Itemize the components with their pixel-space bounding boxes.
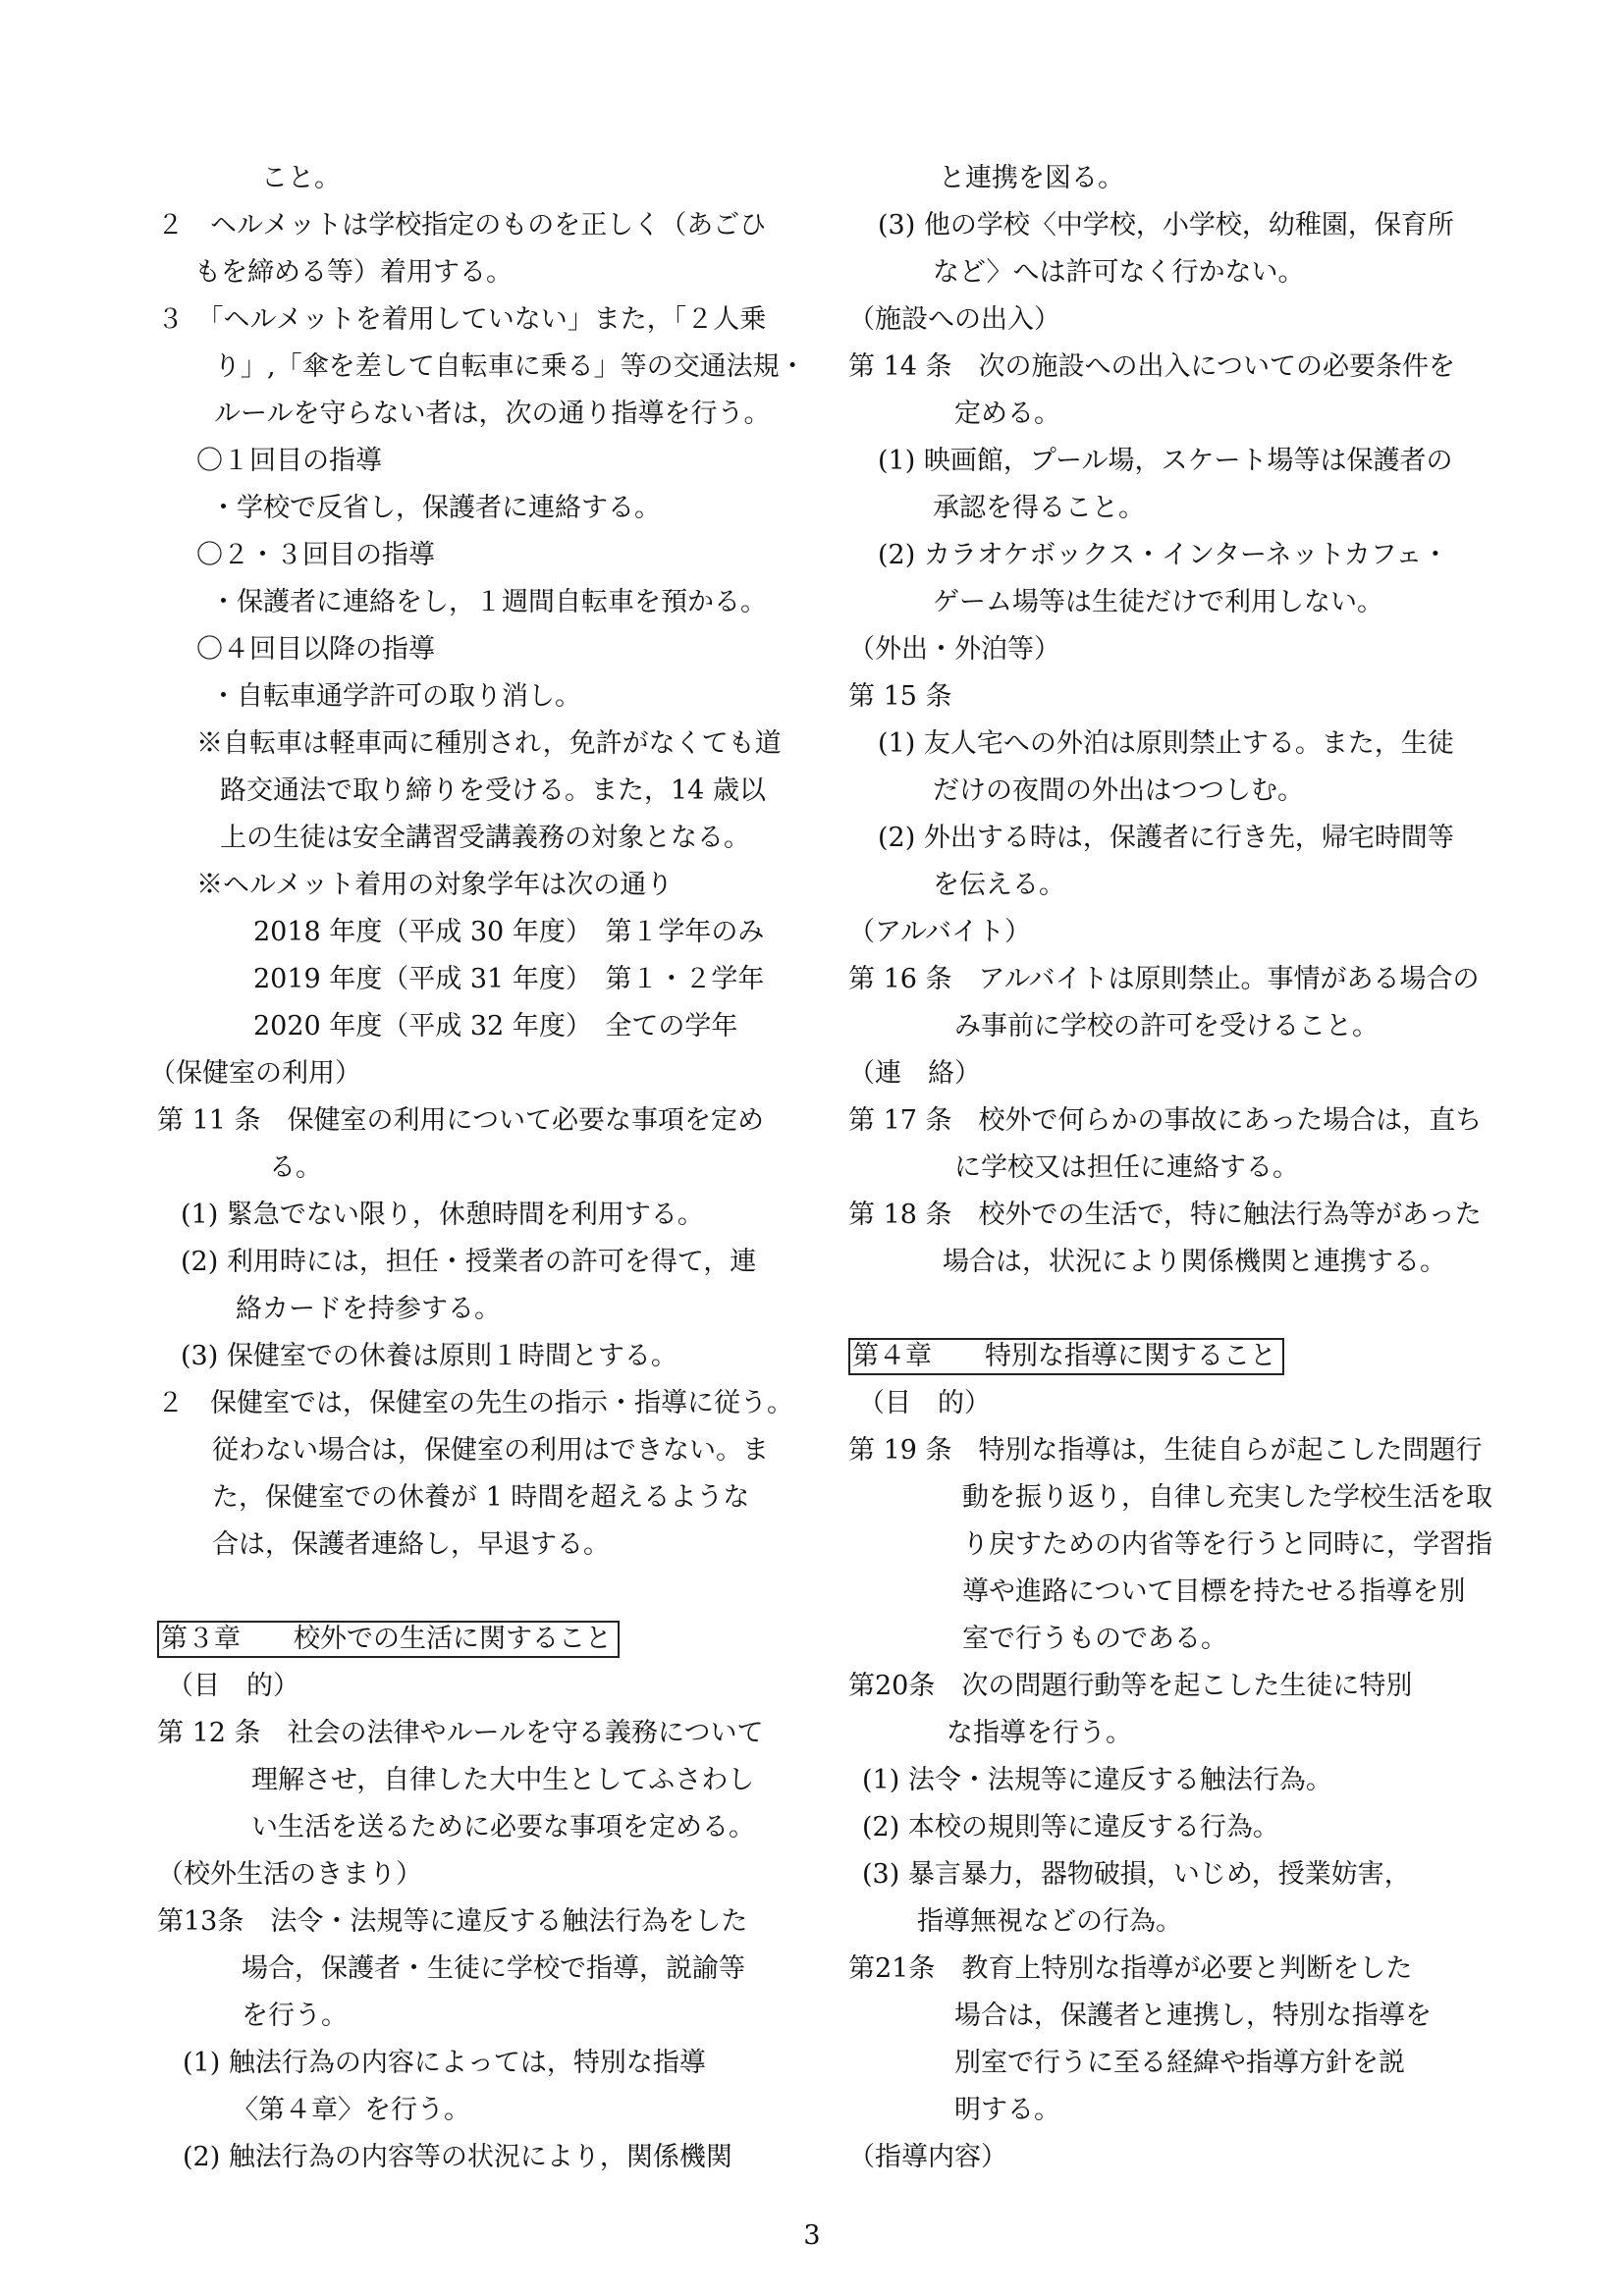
text-line [157,344,806,391]
text-line-content: 第 14 条 次の施設への出入についての必要条件を [848,351,1455,382]
text-line-content: 第 15 条 [848,681,952,712]
text-line-content: 第 17 条 校外で何らかの事故にあった場合は，直ち [848,1105,1483,1136]
text-line-content: （アルバイト） [848,917,1032,947]
text-line [157,1003,795,1050]
text-line-content: 合は，保護者連絡し，早退する。 [212,1529,610,1560]
text-line-content: 指導無視などの行為。 [917,1906,1182,1937]
text-line [157,673,795,721]
text-line [157,1522,795,1569]
text-line-content: (2) 本校の規則等に違反する行為。 [862,1812,1279,1842]
text-line [157,909,795,956]
text-line-content: ２ ヘルメットは学校指定のものを正しく（あごひ [157,210,767,240]
text-line-content: 場合は，状況により関係機関と連携する。 [943,1247,1446,1277]
text-line-content: (2) 外出する時は，保護者に行き先，帰宅時間等 [878,823,1454,853]
text-line [848,862,1487,909]
text-line-content: 第 18 条 校外での生活で，特に触法行為等があった [848,1200,1482,1230]
text-line-content: ・自転車通学許可の取り消し。 [210,681,581,712]
text-line [157,1145,795,1192]
text-line-content: (1) 映画館，プール場，スケート場等は保護者の [878,446,1453,476]
text-line-content: （目 的） [167,1671,299,1701]
text-line [157,532,795,579]
text-line-content: 従わない場合は，保健室の利用はできない。ま [212,1435,769,1466]
text-line-content: だけの夜間の外出はつつしむ。 [933,775,1304,806]
text-line-content: ３ 「ヘルメットを着用していない」また，「２人乗 [157,304,767,335]
text-line-content: 明する。 [954,2095,1060,2125]
text-line [848,1192,1487,1239]
text-line [157,1710,795,1757]
text-line-content: み事前に学校の許可を受けること。 [954,1011,1379,1041]
text-line [157,579,795,626]
text-line-content: 路交通法で取り締りを受ける。また，14 歳以 [220,775,766,806]
text-line [157,1851,795,1898]
text-line-content: 導や進路について目標を持たせる指導を別 [962,1576,1466,1607]
text-line-content: 第21条 教育上特別な指導が必要と判断をした [848,1953,1413,1984]
text-line [848,1145,1487,1192]
text-line-content: た，保健室での休養が 1 時間を超えるような [212,1482,750,1513]
text-line-content: る。 [269,1152,322,1183]
text-line-content: 場合は，保護者と連携し，特別な指導を [954,2001,1432,2031]
text-line-content: （保健室の利用） [149,1058,361,1089]
text-line [848,1804,1487,1851]
text-line [157,1474,795,1522]
text-line-content: （連 絡） [848,1058,981,1089]
text-line [157,1239,795,1286]
text-line-content: もを締める等）着用する。 [194,257,513,288]
text-line-content: 〈第４章〉を行う。 [232,2095,470,2125]
text-line [848,1710,1487,1757]
text-line [848,202,1487,249]
chapter-heading-text: 第４章 特別な指導に関すること [848,1338,1284,1375]
text-line-content: 絡カードを持参する。 [236,1294,501,1324]
text-line-content: (2) 触法行為の内容等の状況により，関係機関 [183,2142,732,2172]
blank-line [848,1286,1487,1333]
text-line-content: など〉へは許可なく行かない。 [933,257,1305,288]
text-line [848,579,1487,626]
text-line [157,1663,795,1710]
text-line-content: 理解させ，自律した大中生としてふさわし [251,1765,755,1795]
text-line-content: （校外生活のきまり） [157,1859,422,1890]
text-line [848,815,1487,862]
text-line [157,626,795,673]
text-line [848,1003,1487,1050]
text-line [157,815,795,862]
text-line-content: を伝える。 [933,870,1065,900]
text-line [848,485,1487,532]
chapter-heading [157,1616,795,1663]
text-line [848,1616,1487,1663]
text-line [157,721,795,768]
text-line [157,249,795,296]
page-number: 3 [803,2220,821,2251]
text-line-content: （目 的） [858,1388,991,1418]
text-line-content: 〇１回目の指導 [196,446,382,476]
text-line [848,909,1487,956]
text-line-content: 場合，保護者・生徒に学校で指導，説諭等 [242,1953,745,1984]
text-line [157,2134,795,2181]
text-line [848,1569,1487,1616]
text-line-content: 2018 年度（平成 30 年度） 第１学年のみ [253,917,765,947]
text-line [848,391,1487,438]
text-line [848,1522,1492,1569]
text-line-content: な指導を行う。 [947,1718,1132,1748]
text-line [848,2134,1487,2181]
right-column [848,155,1492,2181]
text-line-content: (1) 法令・法規等に違反する触法行為。 [862,1765,1332,1795]
text-line [848,673,1487,721]
text-line-content: 2020 年度（平成 32 年度） 全ての学年 [253,1011,738,1041]
chapter-heading [848,1333,1487,1380]
text-line-content: (1) 友人宅への外泊は原則禁止する。また，生徒 [878,728,1454,759]
text-line-content: 〇２・３回目の指導 [196,540,435,570]
chapter-heading-text: 第３章 校外での生活に関すること [157,1621,620,1658]
text-line-content: 〇４回目以降の指導 [196,634,435,665]
text-line [848,438,1487,485]
text-line-content: 第13条 法令・法規等に違反する触法行為をした [157,1906,748,1937]
text-line-content: ルールを守らない者は，次の通り指導を行う。 [214,399,771,429]
text-line-content: 第 11 条 保健室の利用について必要な事項を定め [157,1105,764,1136]
text-line-content: 第20条 次の問題行動等を起こした生徒に特別 [848,1671,1413,1701]
left-column [149,155,806,2181]
text-line [149,1050,795,1097]
text-line [848,2087,1487,2134]
text-line [848,1663,1487,1710]
text-line [848,1097,1487,1145]
text-line-content: ※ヘルメット着用の対象学年は次の通り [196,870,674,900]
text-line [848,1757,1487,1804]
text-line [848,1427,1487,1474]
text-line [848,721,1487,768]
text-line-content: と連携を図る。 [939,163,1124,193]
text-line-content: 2019 年度（平成 31 年度） 第１・２学年 [253,964,765,994]
text-line [848,1474,1492,1522]
text-line [157,1804,795,1851]
text-line-content: (2) 利用時には，担任・授業者の許可を得て，連 [181,1247,757,1277]
text-line-content: ゲーム場等は生徒だけで利用しない。 [933,587,1383,617]
text-line [157,1380,795,1427]
text-line-content: ・保護者に連絡をし，１週間自転車を預かる。 [210,587,767,617]
text-line [157,1192,795,1239]
text-line [848,2040,1487,2087]
text-line [157,485,795,532]
text-line [157,1097,795,1145]
text-line [848,1380,1487,1427]
text-line [848,1239,1487,1286]
text-line-content: (1) 触法行為の内容によっては，特別な指導 [183,2048,706,2078]
text-line-content: り」,「傘を差して自転車に乗る」等の交通法規・ [214,351,806,382]
text-line [848,956,1487,1003]
text-line-content: （指導内容） [848,2142,1007,2172]
text-line-content: ・学校で反省し，保護者に連絡する。 [210,493,661,523]
text-line [848,1946,1487,1993]
text-line [848,768,1487,815]
text-line [848,1898,1487,1946]
text-line-content: こと。 [261,163,341,193]
text-line-content: ２ 保健室では，保健室の先生の指示・指導に従う。 [157,1388,793,1418]
text-line [157,1427,795,1474]
text-line-content: (3) 他の学校〈中学校，小学校，幼稚園，保育所 [878,210,1454,240]
text-line [157,1993,795,2040]
text-line [157,2087,795,2134]
text-line [157,1333,795,1380]
text-line [848,249,1487,296]
text-line-content: (1) 緊急でない限り，休憩時間を利用する。 [181,1200,704,1230]
text-line [157,202,795,249]
text-line [157,438,795,485]
text-line-content: 定める。 [954,399,1060,429]
text-line-content: (2) カラオケボックス・インターネットカフェ・ [878,540,1449,570]
text-line-content: 第 12 条 社会の法律やルールを守る義務について [157,1718,764,1748]
text-line-content: 第 16 条 アルバイトは原則禁止。事情がある場合の [848,964,1480,994]
text-line-content: 第 19 条 特別な指導は，生徒自らが起こした問題行 [848,1435,1483,1466]
text-line [157,956,795,1003]
text-line [848,1851,1487,1898]
text-line-content: ※自転車は軽車両に種別され，免許がなくても道 [196,728,782,759]
text-line [848,296,1487,344]
text-line [848,155,1487,202]
text-line-content: (3) 保健室での休養は原則１時間とする。 [181,1341,677,1371]
text-line [157,1898,795,1946]
text-line [848,344,1487,391]
text-line-content: に学校又は担任に連絡する。 [954,1152,1299,1183]
text-line [848,626,1487,673]
text-line-content: （施設への出入） [848,304,1060,335]
text-line-content: り戻すための内省等を行うと同時に，学習指 [962,1529,1492,1560]
text-line [157,1286,795,1333]
text-line-content: 室で行うものである。 [962,1624,1227,1654]
text-line [157,296,795,344]
text-line [848,1050,1487,1097]
text-line [848,1993,1487,2040]
text-line-content: 動を振り返り，自律し充実した学校生活を取 [962,1482,1492,1513]
text-line-content: （外出・外泊等） [848,634,1060,665]
text-line [848,532,1487,579]
text-line [157,768,795,815]
text-line [157,1757,795,1804]
text-line [157,391,795,438]
text-line-content: (3) 暴言暴力，器物破損，いじめ，授業妨害， [862,1859,1411,1890]
text-line [157,155,795,202]
text-line-content: を行う。 [242,2001,348,2031]
text-line-content: い生活を送るために必要な事項を定める。 [251,1812,755,1842]
blank-line [157,1569,795,1616]
text-line [157,2040,795,2087]
text-line-content: 上の生徒は安全講習受講義務の対象となる。 [220,823,750,853]
text-line-content: 別室で行うに至る経緯や指導方針を説 [954,2048,1405,2078]
text-line [157,862,795,909]
text-line [157,1946,795,1993]
text-line-content: 承認を得ること。 [933,493,1145,523]
